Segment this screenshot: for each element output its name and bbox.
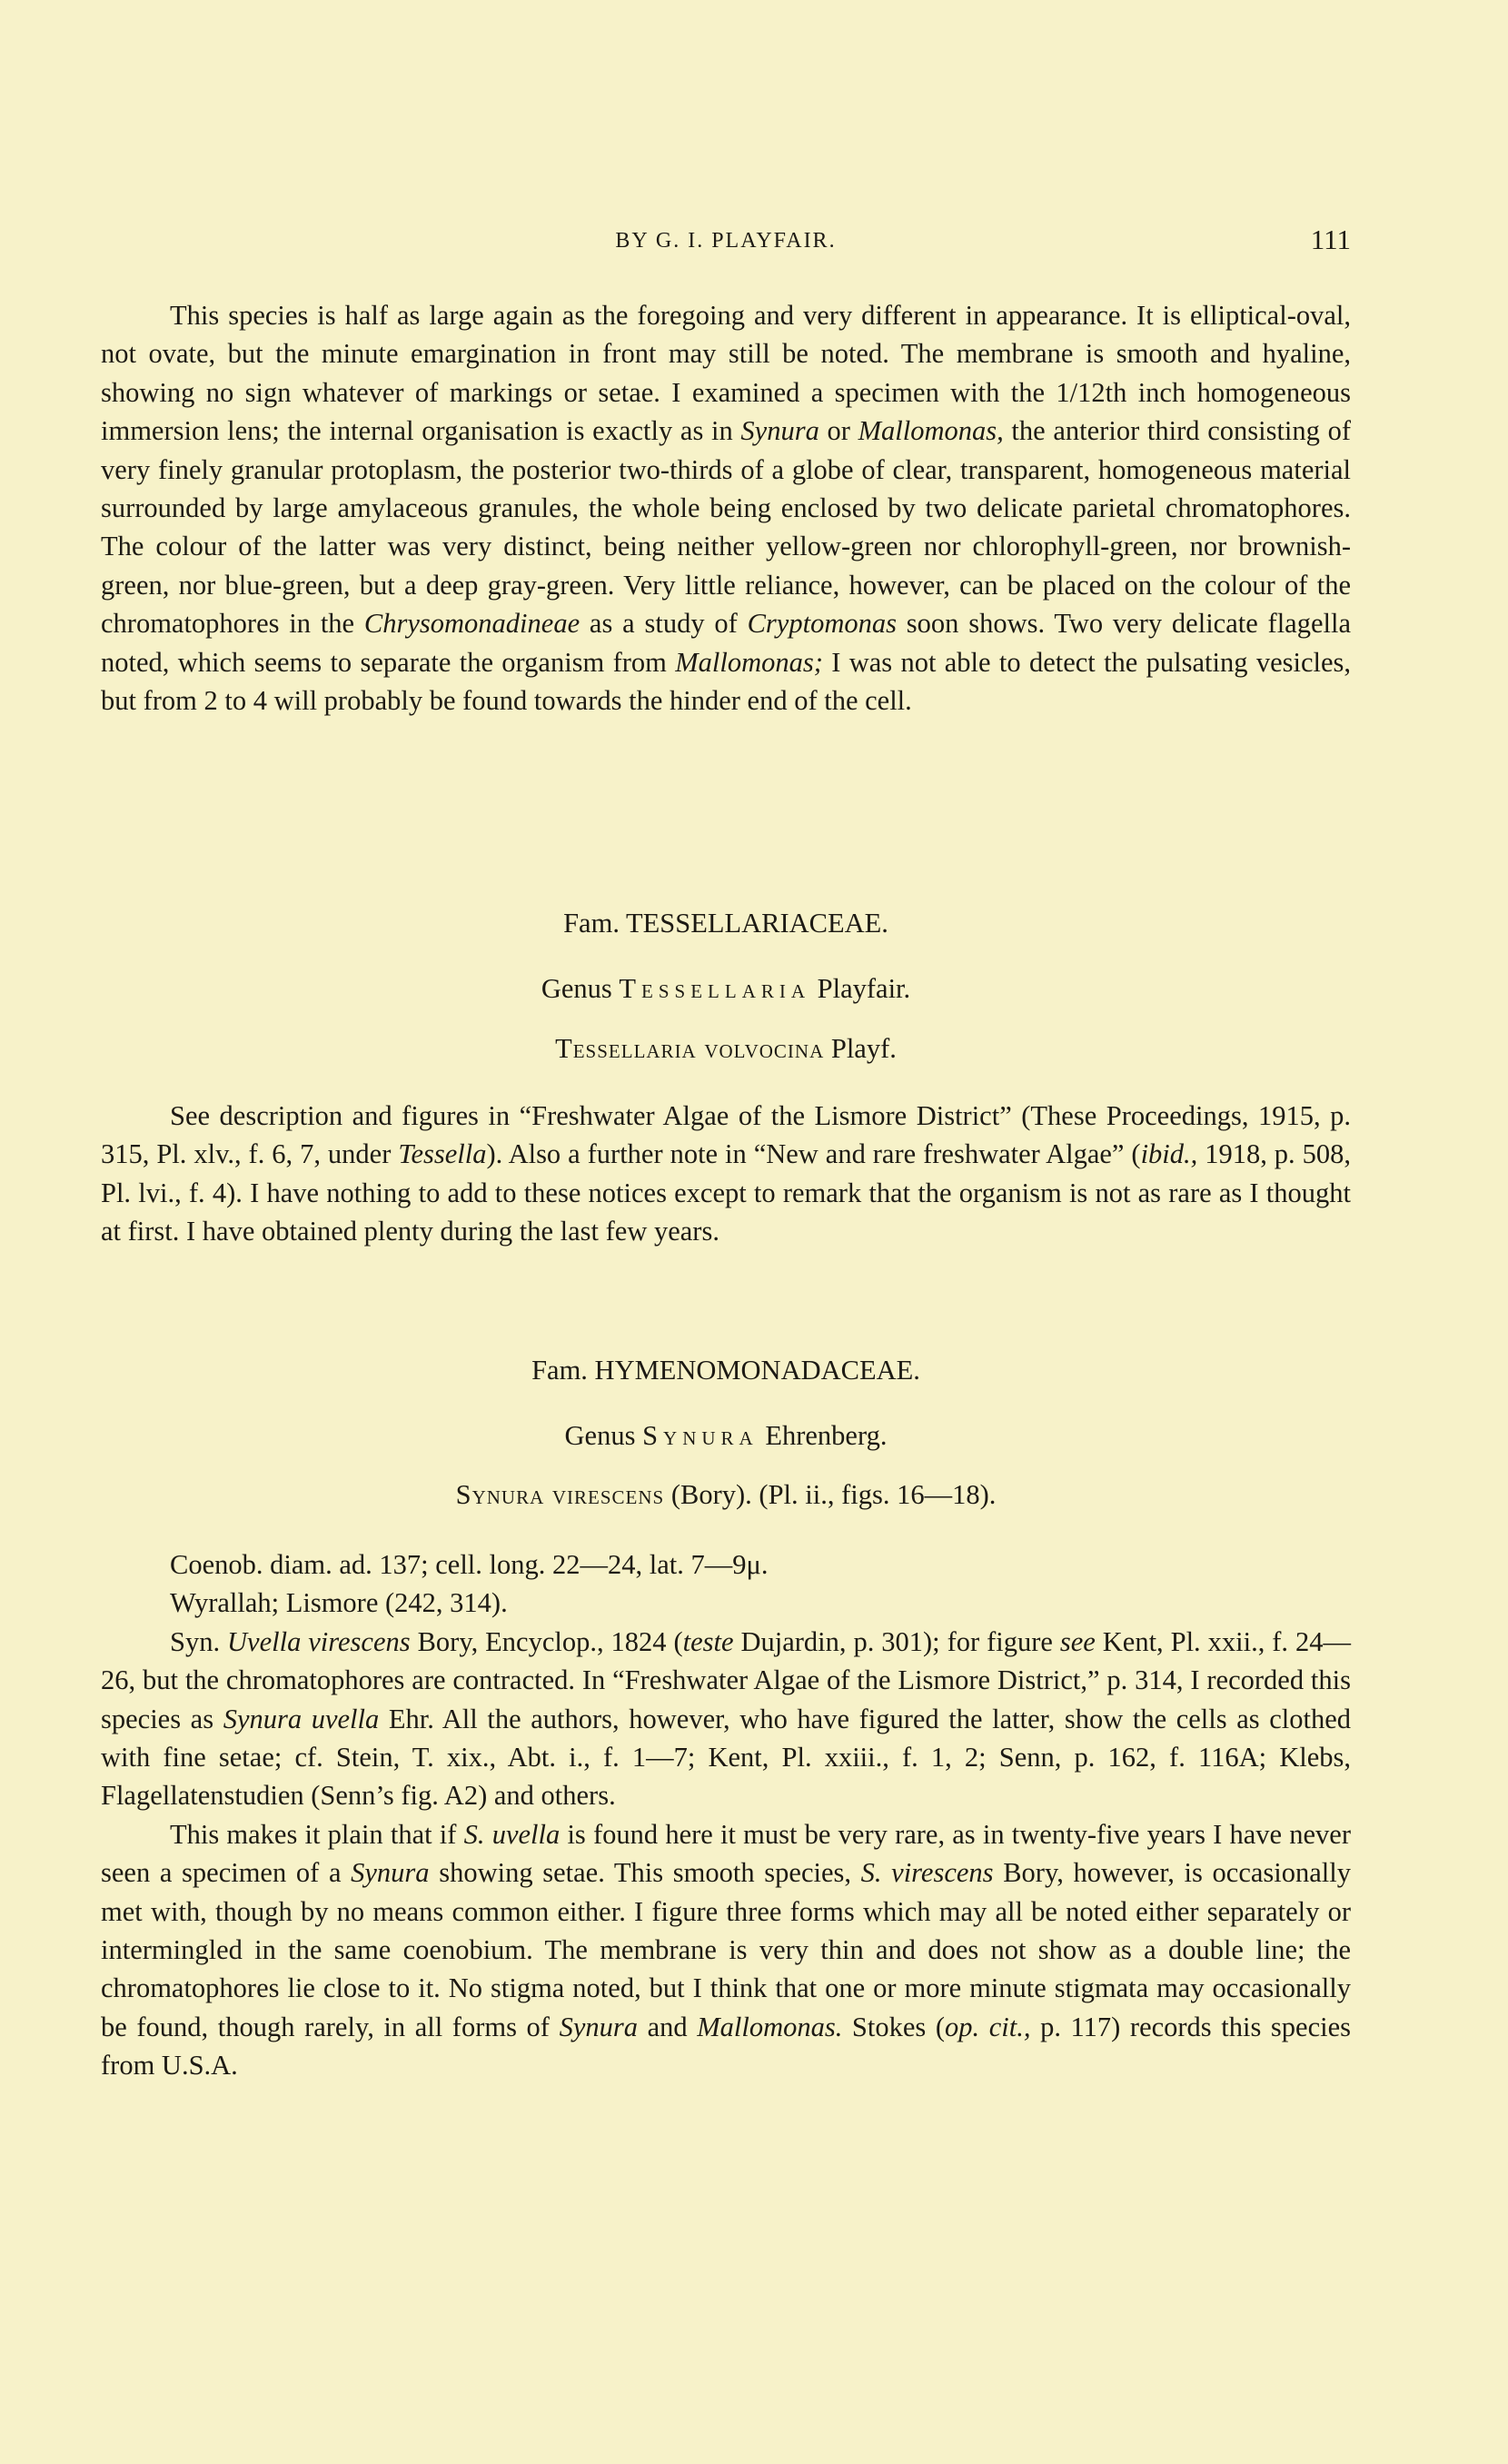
italic-text-segment: Mallomonas.	[697, 2011, 843, 2042]
paragraph-tessellaria-note	[101, 1097, 1351, 1251]
italic-text-segment: Synura	[559, 2011, 638, 2042]
italic-text-segment: Synura uvella	[223, 1703, 380, 1734]
text-segment: This makes it plain that if	[170, 1818, 464, 1850]
text-segment: This species is half as large again as the foregoing and very different in appearance. It is elliptical-oval, not ovate, but the minute emargination in front may still be noted. The membrane is smooth and hyaline, showing no sign whatever of markings or setae. I examined a specimen with the 1/12th inch homogeneous immersion lens; the internal organisation is exactly as in	[101, 300, 1351, 447]
italic-text-segment: Synura	[351, 1857, 430, 1889]
text-segment: I was not able to detect the pulsating vesicles, but from 2 to 4 will probably be found towards the hinder end of the cell.	[101, 646, 1351, 717]
italic-text-segment: see	[1059, 1625, 1096, 1657]
genus-author: Ehrenberg.	[765, 1420, 888, 1451]
text-segment: ). Also a further note in “New and rare freshwater Algae” (	[486, 1138, 1141, 1170]
paragraph-synonymy	[101, 1623, 1351, 1815]
text-segment: as a study of	[580, 608, 748, 640]
text-segment: and	[637, 2011, 698, 2042]
genus-author: Playfair.	[817, 973, 911, 1004]
italic-text-segment: Mallomonas,	[858, 415, 1004, 447]
family-heading-tessellariaceae: Fam. TESSELLARIACEAE.	[563, 908, 888, 939]
species-heading-tessellaria-volvocina	[101, 1030, 1351, 1067]
genus-heading-tessellaria	[101, 970, 1351, 1007]
text-segment: Bory, however, is occasionally met with, though by no means common either. I figure three forms which may all be noted either separately or intermingled in the same coenobium. The membrane is very thin and does not show as a double line; the chromatophores lie close to it. No stigma noted, but I think that one or more minute stigmata may occasionally be found, though rarely, in all forms of	[101, 1857, 1351, 2042]
text-segment: Kent, Pl. xxii., f. 24—26, but the chromatophores are contracted. In “Freshwater Algae of the Lismore District,” p. 314, I recorded this species as	[101, 1625, 1351, 1734]
running-head: BY G. I. PLAYFAIR.	[615, 229, 837, 253]
text-segment: Stokes (	[842, 2011, 946, 2042]
italic-text-segment: S. uvella	[463, 1818, 561, 1850]
page-header	[101, 224, 1351, 260]
species-name: Synura virescens	[455, 1479, 665, 1510]
text-segment: soon shows. Two very delicate flagella noted, which seems to separate the organism from	[101, 608, 1351, 678]
text-segment: Syn.	[170, 1625, 228, 1657]
locality-line: Wyrallah; Lismore (242, 314).	[170, 1587, 508, 1619]
paragraph-synura-discussion	[101, 1815, 1351, 2085]
species-author: Playf.	[830, 1033, 897, 1064]
family-heading-hymenomonadaceae: Fam. HYMENOMONADACEAE.	[531, 1355, 920, 1386]
page-number: 111	[1310, 224, 1351, 255]
genus-heading-synura	[101, 1417, 1351, 1454]
italic-text-segment: Tessella	[398, 1138, 487, 1170]
italic-text-segment: Mallomonas;	[675, 646, 823, 678]
species-heading-synura-virescens	[101, 1476, 1351, 1513]
text-segment: Dujardin, p. 301); for figure	[733, 1625, 1060, 1657]
genus-word: Genus	[541, 973, 612, 1004]
text-segment: 1918, p. 508, Pl. lvi., f. 4). I have nothing to add to these notices except to remark that the organism is not as rare as I thought at first. I have obtained plenty during the last few years.	[101, 1138, 1351, 1247]
text-segment: or	[818, 415, 858, 447]
text-segment: Bory, Encyclop., 1824 (	[410, 1625, 683, 1657]
text-segment: p. 117) records this species from U.S.A.	[101, 2011, 1351, 2081]
italic-text-segment: S. virescens	[860, 1857, 994, 1889]
text-segment: the anterior third consisting of very finely granular protoplasm, the posterior two-thirds of a globe of clear, transparent, homogeneous material surrounded by large amylaceous granules, the whole being enclosed by two delicate parietal chromatophores. The colour of the latter was very distinct, being neither yellow-green nor chlorophyll-green, nor brownish-green, nor blue-green, but a deep gray-green. Very little reliance, however, can be placed on the colour of the chromatophores in the	[101, 415, 1351, 640]
paragraph-species-description	[101, 296, 1351, 720]
italic-text-segment: Uvella virescens	[227, 1625, 411, 1657]
italic-text-segment: Chrysomonadineae	[363, 608, 580, 640]
italic-text-segment: ibid.,	[1140, 1138, 1198, 1170]
text-segment: is found here it must be very rare, as in twenty-five years I have never seen a specimen of a	[101, 1818, 1351, 1889]
text-segment: Ehr. All the authors, however, who have figured the latter, show the cells as clothed with fine setae; cf. Stein, T. xix., Abt. i., f. 1—7; Kent, Pl. xxiii., f. 1, 2; Senn, p. 162, f. 116A; Klebs, Flagellatenstudien (Senn’s fig. A2) and others.	[101, 1703, 1352, 1812]
genus-name: Tessellaria	[619, 973, 811, 1004]
italic-text-segment: teste	[682, 1625, 734, 1657]
species-reference: (Bory). (Pl. ii., figs. 16—18).	[670, 1479, 997, 1510]
genus-word: Genus	[564, 1420, 636, 1451]
text-segment: See description and figures in “Freshwater Algae of the Lismore District” (These Proceedings, 1915, p. 315, Pl. xlv., f. 6, 7, under	[101, 1100, 1351, 1170]
italic-text-segment: Synura	[740, 415, 819, 447]
genus-name: Synura	[642, 1420, 759, 1451]
italic-text-segment: Cryptomonas	[747, 608, 897, 640]
species-name: Tessellaria volvocina	[555, 1033, 825, 1064]
italic-text-segment: op. cit.,	[945, 2011, 1031, 2042]
measurements-line: Coenob. diam. ad. 137; cell. long. 22—24, lat. 7—9μ.	[170, 1549, 769, 1580]
text-segment: showing setae. This smooth species,	[429, 1857, 861, 1889]
